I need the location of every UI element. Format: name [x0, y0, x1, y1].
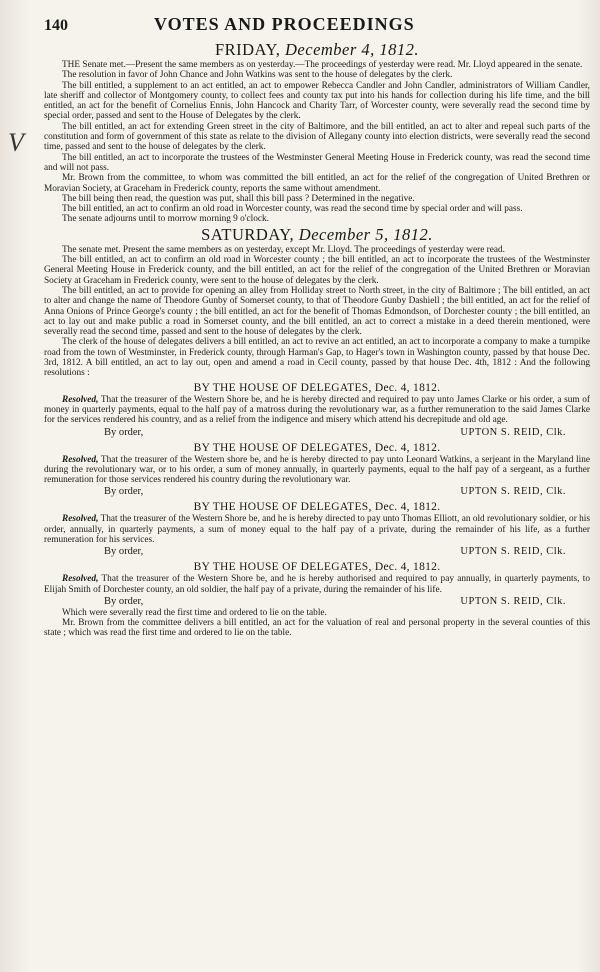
resolution-body: That the treasurer of the Western Shore be, and he is hereby authorised and required to pay annually, in quarterly payments, to Elijah Smith of Dorchester county, an old soldier, the half pay of a private, during the remainder of his life.	[44, 574, 590, 595]
clerk-name: UPTON S. REID, Clk.	[460, 546, 566, 558]
saturday-section	[44, 245, 590, 379]
saturday-date: December 5, 1812.	[298, 224, 433, 244]
closing-section	[44, 608, 590, 639]
paragraph: The bill entitled, an act to incorporate the trustees of the Westminster General Meeting House in Frederick county, was read the second time and will not pass.	[44, 152, 590, 173]
saturday-heading	[44, 225, 590, 245]
paragraph: The bill entitled, an act for extending Green street in the city of Baltimore, and the bill entitled, an act to alter and repeal such parts of the constitution and form of government of this state as relate to the division of Allegany county into election districts, were severally read the second time, passed and sent to the house of delegates by the clerk.	[44, 121, 590, 153]
paragraph: The bill being then read, the question was put, shall this bill pass ? Determined in the negative.	[62, 193, 415, 204]
paragraph: The bill entitled, an act to confirm an old road in Worcester county, was read the second time by special order and will pass.	[62, 204, 523, 215]
margin-mark: V	[8, 128, 24, 157]
saturday-day: SATURDAY,	[201, 224, 295, 244]
resolved-word: Resolved,	[62, 454, 99, 465]
paragraph: The senate adjourns until to morrow morning 9 o'clock.	[62, 214, 269, 225]
resolution-heading: BY THE HOUSE OF DELEGATES, Dec. 4, 1812.	[193, 381, 441, 394]
resolution-block	[44, 500, 590, 558]
paragraph: The bill entitled, a supplement to an act entitled, an act to empower Rebecca Candler and John Candler, administrators of William Candler, late sheriff and collector of Montgomery county, to collect fees and county tax put into his hands for collection during his life time, and the bill entitled, an act for the benefit of Cornelius Ennis, John Hancock and Charity Tarr, of Worcester county, were severally read the second time by special order, passed and sent to the House of Delegates by the clerk.	[44, 80, 590, 122]
resolved-word: Resolved,	[62, 514, 99, 525]
resolution-heading: BY THE HOUSE OF DELEGATES, Dec. 4, 1812.	[193, 561, 441, 574]
resolution-body: That the treasurer of the Western shore be, and he is hereby directed to pay unto Leonard Watkins, a serjeant in the Maryland line during the revolutionary war, or to his order, a sum of money annually, in quarterly payments, equal to the half pay of a sergeant, as a further remuneration for those services rendered his country during the revolutionary war.	[44, 454, 590, 486]
signature-line	[44, 485, 590, 498]
resolution-text	[44, 395, 590, 426]
clerk-name: UPTON S. REID, Clk.	[460, 486, 566, 498]
resolution-heading: BY THE HOUSE OF DELEGATES, Dec. 4, 1812.	[193, 441, 441, 454]
friday-heading	[44, 40, 590, 60]
friday-section	[44, 60, 590, 225]
by-order: By order,	[104, 595, 144, 607]
paragraph: The resolution in favor of John Chance and John Watkins was sent to the house of delegates by the clerk.	[62, 70, 453, 81]
paragraph: The senate met. Present the same members as on yesterday, except Mr. Lloyd. The proceedings of yesterday were read.	[62, 244, 505, 255]
resolution-text	[44, 514, 590, 545]
resolved-word: Resolved,	[62, 394, 99, 405]
by-order: By order,	[104, 486, 144, 498]
resolution-body: That the treasurer of the Western Shore be, and he is hereby directed to pay unto Thomas Elliott, an old revolutionary soldier, or his order, annually, in quarterly payments, a sum of money equal to the half pay of a private, during the remainder of his life, as a further remuneration for his services.	[44, 514, 590, 545]
resolved-word: Resolved,	[62, 574, 99, 585]
signature-line	[44, 545, 590, 558]
resolution-body: That the treasurer of the Western Shore be, and he is hereby directed and required to pay unto James Clarke or his order, a sum of money in quarterly payments, equal to the half pay of a matross during the revolutionary war, as a further remuneration to the said James Clarke for the services rendered his country, and as a relief from the indigence and misery which attend his decrepitude and old age.	[44, 394, 590, 426]
signature-line	[44, 595, 590, 608]
page-number: 140	[44, 17, 68, 34]
friday-date: December 4, 1812.	[285, 40, 420, 59]
paragraph: THE Senate met.—Present the same members as on yesterday.—The proceedings of yesterday were read. Mr. Lloyd appeared in the senate.	[62, 60, 583, 70]
friday-day: FRIDAY,	[214, 40, 281, 59]
paragraph: Mr. Brown from the committee, to whom was committed the bill entitled, an act for the relief of the congregation of United Brethren or Moravian Society, at Graceham in Frederick county, reports the same without amendment.	[44, 173, 590, 194]
clerk-name: UPTON S. REID, Clk.	[460, 595, 566, 607]
clerk-name: UPTON S. REID, Clk.	[460, 426, 566, 438]
by-order: By order,	[104, 546, 144, 558]
resolution-text	[44, 574, 590, 595]
paragraph: Mr. Brown from the committee delivers a bill entitled, an act for the valuation of real and personal property in the several counties of this state ; which was read the first time and ordered to lie on the table.	[44, 618, 590, 639]
paragraph: The bill entitled, an act to provide for opening an alley from Holliday street to North street, in the city of Baltimore ; The bill entitled, an act to alter and change the name of Theodore Gunby of Somerset county, to that of Theodore Gunby Dashiell ; the bill entitled, an act for the relief of Anna Onions of Prince George's county ; the bill entitled, an act for the benefit of Thomas Edmondson, of Dorchester county ; the bill entitled, an act to lay out and make public a road in Somerset county, and the bill entitled, an act to correct a mistake in a deed therein mentioned, were severally read the second time, passed and sent to the house of delegates by the clerk.	[44, 285, 590, 338]
paragraph: The clerk of the house of delegates delivers a bill entitled, an act to revive an act entitled, an act to incorporate a company to make a turnpike road from the town of Westminster, in Frederick county, through Harman's Gap, to Hager's town in Washington county, passed by that house Dec. 3rd, 1812. A bill entitled, an act to lay out, open and amend a road in Cecil county, passed by that house Dec. 4th, 1812 : And the following resolutions :	[44, 337, 590, 379]
resolution-block	[44, 381, 590, 439]
paragraph: The bill entitled, an act to confirm an old road in Worcester county ; the bill entitled, an act to incorporate the trustees of the Westminster General Meeting House in Frederick county, and the bill entitled, an act for the relief of the congregation of the United Brethren or Moravian Society at Graceham in Frederick county, were sent to the house of delegates by the clerk.	[44, 255, 590, 286]
resolution-block	[44, 560, 590, 608]
resolution-heading: BY THE HOUSE OF DELEGATES, Dec. 4, 1812.	[193, 501, 441, 514]
paragraph: Which were severally read the first time and ordered to lie on the table.	[62, 607, 327, 618]
by-order: By order,	[104, 426, 144, 438]
running-head: VOTES AND PROCEEDINGS	[154, 14, 415, 34]
signature-line	[44, 426, 590, 439]
resolution-text	[44, 455, 590, 486]
page-header	[44, 14, 590, 40]
resolution-block	[44, 441, 590, 499]
